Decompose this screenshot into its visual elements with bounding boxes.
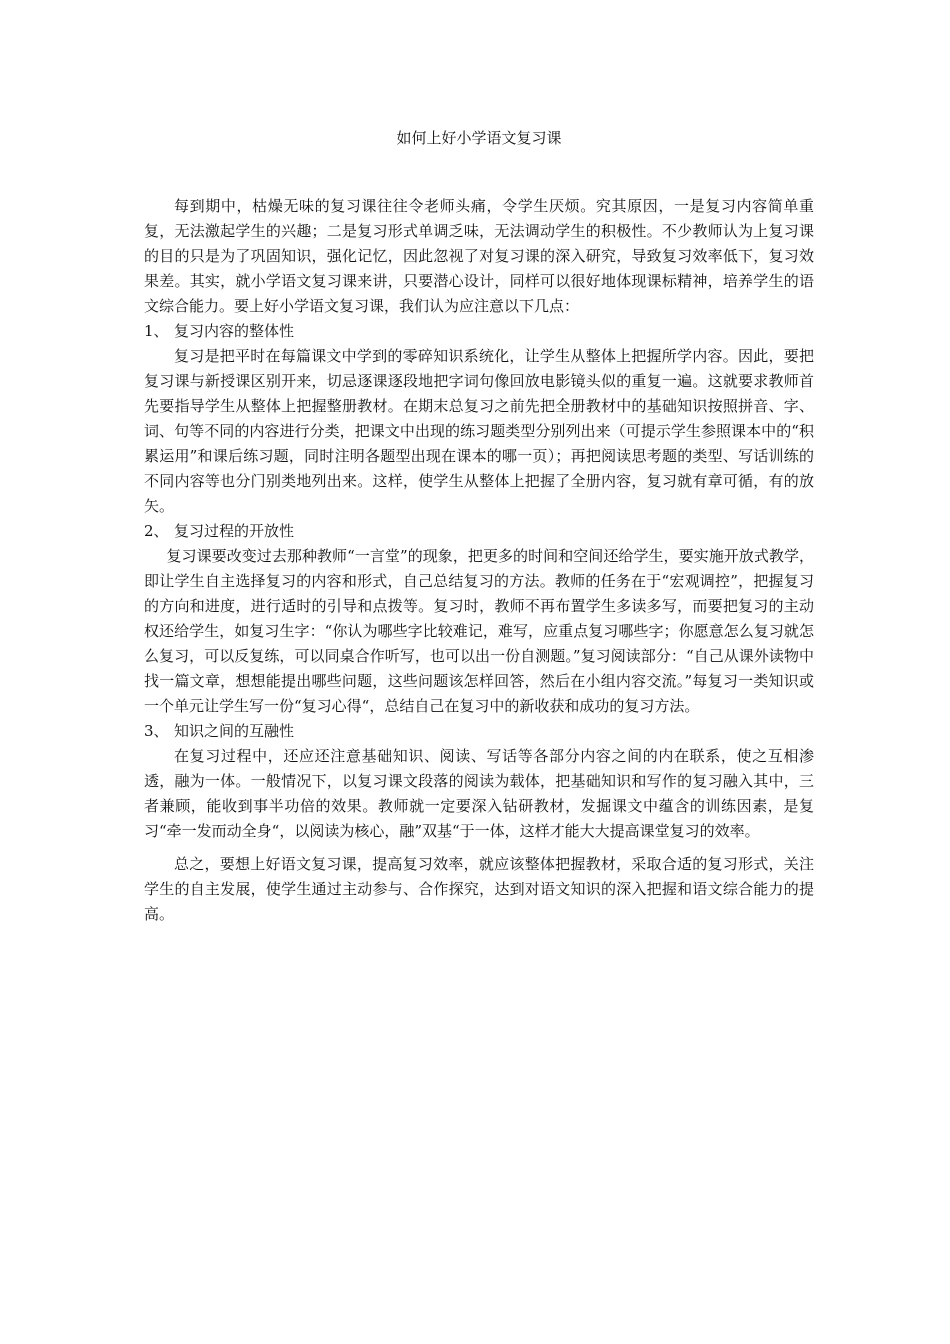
section-1-body: 复习是把平时在每篇课文中学到的零碎知识系统化，让学生从整体上把握所学内容。因此，要把复习课与新授课区别开来，切忌逐课逐段地把字词句像回放电影镜头似的重复一遍。这就要求教师首先要指导学生从整体上把握整册教材。在期末总复习之前先把全册教材中的基础知识按照拼音、字、词、句等不同的内容进行分类，把课文中出现的练习题类型分别列出来（可提示学生参照课本中的“积累运用”和课后练习题，同时注明各题型出现在课本的哪一页）；再把阅读思考题的类型、写话训练的不同内容等也分门别类地列出来。这样，使学生从整体上把握了全册内容，复习就有章可循，有的放矢。 (144, 347, 814, 515)
section-3-heading (144, 719, 814, 744)
section-2-body: 复习课要改变过去那种教师“一言堂”的现象，把更多的时间和空间还给学生，要实施开放式教学，即让学生自主选择复习的内容和形式，自己总结复习的方法。教师的任务在于“宏观调控”，把握复习的方向和进度，进行适时的引导和点拨等。复习时，教师不再布置学生多读多写，而要把复习的主动权还给学生，如复习生字：“你认为哪些字比较难记，难写，应重点复习哪些字；你愿意怎么复习就怎么复习，可以反复练，可以同桌合作听写，也可以出一份自测题。”复习阅读部分：“自己从课外读物中找一篇文章，想想能提出哪些问题，这些问题该怎样回答，然后在小组内容交流。”每复习一类知识或一个单元让学生写一份“复习心得“，总结自己在复习中的新收获和成功的复习方法。 (144, 547, 814, 715)
section-2-number: 2、 (144, 522, 169, 540)
section-3-number: 3、 (144, 722, 169, 740)
section-3-body: 在复习过程中，还应还注意基础知识、阅读、写话等各部分内容之间的内在联系，使之互相渗透，融为一体。一般情况下，以复习课文段落的阅读为载体，把基础知识和写作的复习融入其中，三者兼顾，能收到事半功倍的效果。教师就一定要深入钻研教材，发掘课文中蕴含的训练因素，是复习“牵一发而动全身“，以阅读为核心，融”双基“于一体，这样才能大大提高课堂复习的效率。 (144, 747, 814, 840)
section-2-heading (144, 519, 814, 544)
section-1-title: 复习内容的整体性 (174, 322, 295, 340)
document-title: 如何上好小学语文复习课 (396, 129, 562, 147)
document-page (144, 124, 814, 927)
section-3-title: 知识之间的互融性 (174, 722, 295, 740)
conclusion-paragraph: 总之，要想上好语文复习课，提高复习效率，就应该整体把握教材，采取合适的复习形式，关注学生的自主发展，使学生通过主动参与、合作探究，达到对语文知识的深入把握和语文综合能力的提高。 (144, 855, 814, 923)
section-1-number: 1、 (144, 322, 169, 340)
intro-paragraph: 每到期中，枯燥无味的复习课往往令老师头痛，令学生厌烦。究其原因，一是复习内容简单重复，无法激起学生的兴趣；二是复习形式单调乏味，无法调动学生的积极性。不少教师认为上复习课的目的只是为了巩固知识，强化记忆，因此忽视了对复习课的深入研究，导致复习效率低下，复习效果差。其实，就小学语文复习课来讲，只要潜心设计，同样可以很好地体现课标精神，培养学生的语文综合能力。要上好小学语文复习课，我们认为应注意以下几点： (144, 197, 814, 315)
section-1-heading (144, 319, 814, 344)
paragraph-gap (144, 844, 814, 852)
section-2-title: 复习过程的开放性 (174, 522, 295, 540)
